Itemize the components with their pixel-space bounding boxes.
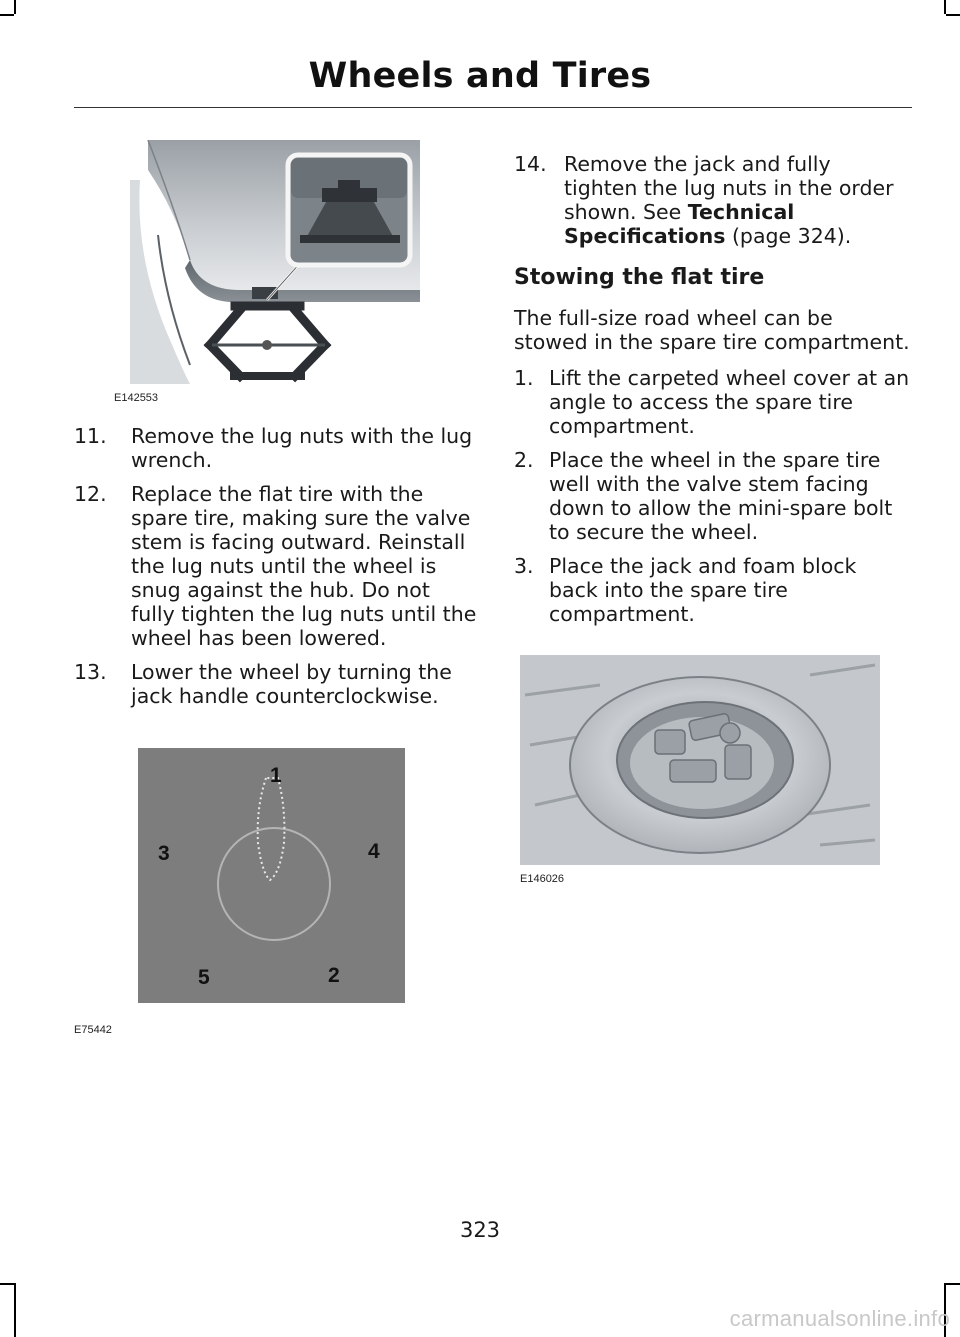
step-text-part: (page 324). xyxy=(725,224,852,248)
right-column xyxy=(514,152,910,636)
technical-specifications-link[interactable]: Technical Specifications xyxy=(564,200,795,248)
step-text xyxy=(514,152,910,248)
step-text: Lower the wheel by turning the jack handle counterclockwise. xyxy=(131,660,452,708)
figure-code: E75442 xyxy=(74,1024,112,1036)
figure-code: E142553 xyxy=(114,392,159,404)
step-number: 13. xyxy=(74,660,107,684)
step-13 xyxy=(74,660,479,708)
intro-paragraph: The full-size road wheel can be stowed in the spare tire compartment. xyxy=(514,306,910,354)
step-text: Place the jack and foam block back into the spare tire compartment. xyxy=(549,554,857,626)
step-number: 2. xyxy=(514,448,534,472)
step-12 xyxy=(74,482,479,650)
step-number: 3. xyxy=(514,554,534,578)
step-text: Replace the flat tire with the spare tire, making sure the valve stem is facing outward. Reinstall the lug nuts until the wheel is snug against the hub. Do not fully tighten the lug nuts until the wheel has been lowered. xyxy=(131,482,477,650)
crop-mark xyxy=(946,1283,960,1285)
footer-watermark: carmanualsonline.info xyxy=(729,1306,950,1331)
step-number: 14. xyxy=(514,152,547,176)
jack-illustration xyxy=(114,140,420,404)
stowing-step-3 xyxy=(514,554,910,626)
crop-mark xyxy=(0,1283,14,1285)
header-divider xyxy=(74,107,912,108)
lug-label-5: 5 xyxy=(198,966,210,989)
stowing-step-2 xyxy=(514,448,910,544)
step-text-part: Remove the jack and fully tighten the lug nuts in the order shown. See xyxy=(564,152,894,224)
step-text: Place the wheel in the spare tire well with the valve stem facing down to allow the mini-spare bolt to secure the wheel. xyxy=(549,448,893,544)
step-text: Lift the carpeted wheel cover at an angle to access the spare tire compartment. xyxy=(549,366,910,438)
page-title: Wheels and Tires xyxy=(308,56,652,96)
lug-nut-order-diagram xyxy=(74,748,405,1036)
step-11 xyxy=(74,424,479,472)
crop-mark xyxy=(14,1283,16,1337)
step-14 xyxy=(514,152,910,248)
step-text: Remove the lug nuts with the lug wrench. xyxy=(131,424,473,472)
step-number: 11. xyxy=(74,424,107,448)
step-number: 1. xyxy=(514,366,534,390)
lug-label-4: 4 xyxy=(368,840,380,863)
crop-mark xyxy=(14,0,16,14)
stowing-step-1 xyxy=(514,366,910,438)
lug-label-3: 3 xyxy=(158,842,170,865)
lug-label-1: 1 xyxy=(270,764,282,787)
left-column xyxy=(74,424,479,718)
section-heading: Stowing the flat tire xyxy=(514,265,765,290)
page-number: 323 xyxy=(459,1218,501,1242)
crop-mark xyxy=(0,14,14,16)
spare-tire-well-illustration xyxy=(520,655,880,885)
figure-code: E146026 xyxy=(520,873,565,885)
lug-label-2: 2 xyxy=(328,964,340,987)
crop-mark xyxy=(946,14,960,16)
step-number: 12. xyxy=(74,482,107,506)
crop-mark xyxy=(944,0,946,14)
